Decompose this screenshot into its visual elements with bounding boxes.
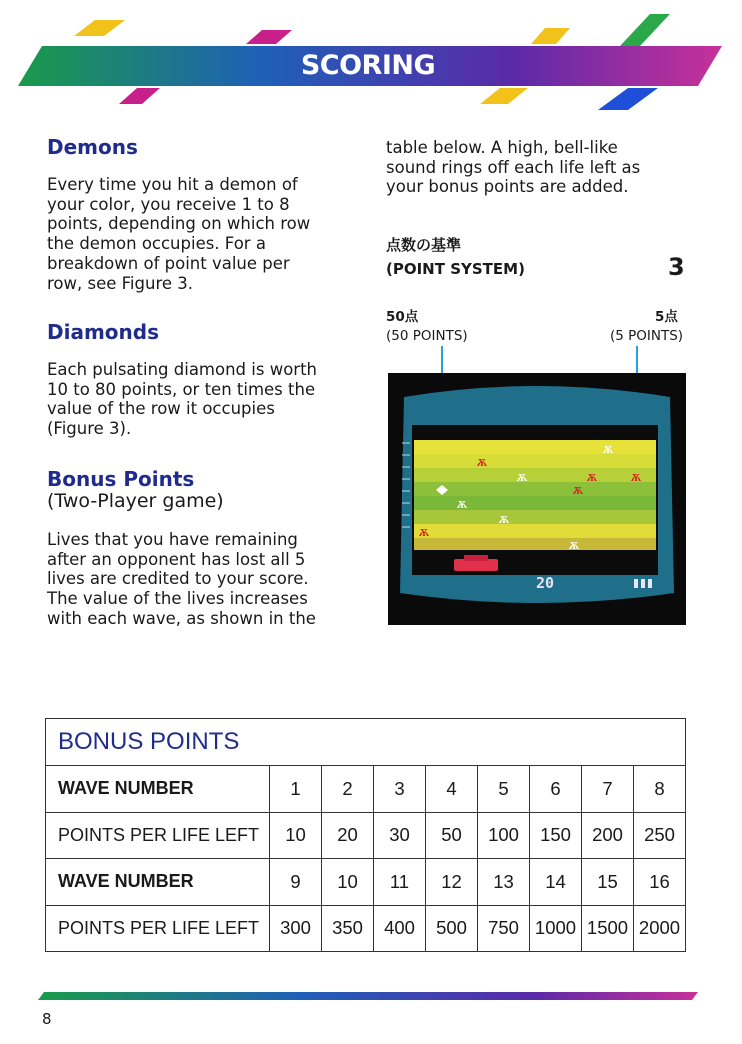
row-label: POINTS PER LIFE LEFT bbox=[46, 812, 270, 859]
table-cell: 4 bbox=[426, 766, 478, 813]
demons-paragraph bbox=[47, 175, 310, 293]
row-8 bbox=[414, 538, 656, 550]
table-cell: 1000 bbox=[530, 905, 582, 952]
screen-score: 20 bbox=[535, 574, 555, 592]
demon-white: Ѫ bbox=[516, 471, 528, 484]
continued-line: table below. A high, bell-like bbox=[386, 138, 618, 157]
row-label: POINTS PER LIFE LEFT bbox=[46, 905, 270, 952]
table-cell: 10 bbox=[322, 859, 374, 906]
bonus-line: with each wave, as shown in the bbox=[47, 608, 316, 628]
diamonds-heading: Diamonds bbox=[47, 320, 159, 344]
left-callout-en: (50 POINTS) bbox=[386, 328, 468, 344]
row-7 bbox=[414, 524, 656, 538]
bonus-points-paragraph bbox=[47, 530, 316, 629]
banner-accent-magenta-left bbox=[246, 30, 292, 44]
diamonds-line: Each pulsating diamond is worth bbox=[47, 360, 318, 379]
table-cell: 10 bbox=[270, 812, 322, 859]
row-6 bbox=[414, 510, 656, 524]
demons-heading: Demons bbox=[47, 135, 138, 159]
row-1 bbox=[414, 440, 656, 454]
table-title-row bbox=[46, 719, 686, 766]
banner-accent-blue-lower bbox=[598, 88, 658, 110]
figure-title-jp: 点数の基準 bbox=[386, 236, 462, 254]
table-cell: 300 bbox=[270, 905, 322, 952]
table-row bbox=[46, 766, 686, 813]
left-callout-jp: 50点 bbox=[386, 309, 419, 325]
demons-line: your color, you receive 1 to 8 bbox=[47, 194, 290, 214]
demon-red: Ѫ bbox=[476, 456, 488, 469]
table-cell: 14 bbox=[530, 859, 582, 906]
right-callout-jp: 5点 bbox=[655, 309, 678, 325]
page-number: 8 bbox=[42, 1010, 52, 1028]
banner-accent-green-right bbox=[620, 14, 670, 46]
banner-accent-yellow-right bbox=[531, 28, 570, 44]
table-row bbox=[46, 812, 686, 859]
row-2 bbox=[414, 454, 656, 468]
row-4 bbox=[414, 482, 656, 496]
figure-number: 3 bbox=[668, 253, 685, 281]
table-cell: 13 bbox=[478, 859, 530, 906]
continued-line: your bonus points are added. bbox=[386, 177, 629, 197]
table-cell: 1500 bbox=[582, 905, 634, 952]
demon-white: Ѫ bbox=[602, 443, 614, 456]
table-cell: 16 bbox=[634, 859, 686, 906]
demon-red: Ѫ bbox=[586, 471, 598, 484]
row-label: WAVE NUMBER bbox=[46, 859, 270, 906]
table-cell: 8 bbox=[634, 766, 686, 813]
footer-gradient bbox=[38, 992, 698, 1000]
row-label: WAVE NUMBER bbox=[46, 766, 270, 813]
bonus-line: The value of the lives increases bbox=[47, 589, 308, 609]
banner-accent-magenta-lower bbox=[119, 88, 160, 104]
demons-line: Every time you hit a demon of bbox=[47, 175, 298, 194]
table-cell: 150 bbox=[530, 812, 582, 859]
life-marker bbox=[648, 579, 652, 588]
table-cell: 400 bbox=[374, 905, 426, 952]
row-3 bbox=[414, 468, 656, 482]
table-cell: 100 bbox=[478, 812, 530, 859]
table-cell: 7 bbox=[582, 766, 634, 813]
demons-line: breakdown of point value per bbox=[47, 253, 290, 273]
life-marker bbox=[634, 579, 638, 588]
diamonds-paragraph bbox=[47, 360, 317, 439]
bonus-line: Lives that you have remaining bbox=[47, 530, 298, 549]
demons-line: row, see Figure 3. bbox=[47, 273, 194, 293]
diamonds-line: (Figure 3). bbox=[47, 419, 132, 439]
table-cell: 20 bbox=[322, 812, 374, 859]
life-marker bbox=[641, 579, 645, 588]
bonus-points-subheading: (Two-Player game) bbox=[47, 490, 224, 512]
diamonds-line: value of the row it occupies bbox=[47, 399, 275, 419]
bonus-points-table bbox=[45, 718, 686, 952]
table-cell: 6 bbox=[530, 766, 582, 813]
bonus-points-heading: Bonus Points bbox=[47, 467, 195, 491]
figure-title-en: (POINT SYSTEM) bbox=[386, 260, 525, 278]
demons-line: points, depending on which row bbox=[47, 214, 311, 234]
demon-white: Ѫ bbox=[498, 513, 510, 526]
table-cell: 200 bbox=[582, 812, 634, 859]
bonus-line: after an opponent has lost all 5 bbox=[47, 549, 306, 569]
table-cell: 30 bbox=[374, 812, 426, 859]
demon-white: Ѫ bbox=[568, 539, 580, 552]
table-cell: 15 bbox=[582, 859, 634, 906]
table-cell: 350 bbox=[322, 905, 374, 952]
table-cell: 2000 bbox=[634, 905, 686, 952]
footer-bar bbox=[0, 985, 742, 1005]
row-5 bbox=[414, 496, 656, 510]
continued-line: sound rings off each life left as bbox=[386, 157, 641, 177]
table-cell: 1 bbox=[270, 766, 322, 813]
continued-paragraph bbox=[386, 138, 640, 197]
banner-accent-yellow-lower bbox=[480, 88, 528, 104]
right-callout-en: (5 POINTS) bbox=[610, 328, 684, 344]
demons-line: the demon occupies. For a bbox=[47, 234, 266, 254]
table-cell: 11 bbox=[374, 859, 426, 906]
table-cell: 500 bbox=[426, 905, 478, 952]
bonus-line: lives are credited to your score. bbox=[47, 569, 309, 589]
table-row bbox=[46, 905, 686, 952]
demon-red: Ѫ bbox=[572, 484, 584, 497]
page-title: SCORING bbox=[300, 50, 436, 81]
banner-accent-yellow-left bbox=[74, 20, 125, 36]
demon-red: Ѫ bbox=[418, 526, 430, 539]
table-cell: 50 bbox=[426, 812, 478, 859]
diamonds-line: 10 to 80 points, or ten times the bbox=[47, 379, 316, 399]
table-cell: 2 bbox=[322, 766, 374, 813]
table-row bbox=[46, 859, 686, 906]
table-cell: 250 bbox=[634, 812, 686, 859]
demon-red: Ѫ bbox=[630, 471, 642, 484]
table-cell: 3 bbox=[374, 766, 426, 813]
demon-white: Ѫ bbox=[456, 498, 468, 511]
table-cell: 9 bbox=[270, 859, 322, 906]
table-cell: 12 bbox=[426, 859, 478, 906]
table-cell: 750 bbox=[478, 905, 530, 952]
player-cannon-top bbox=[464, 555, 488, 561]
table-title: BONUS POINTS bbox=[46, 719, 686, 766]
table-cell: 5 bbox=[478, 766, 530, 813]
